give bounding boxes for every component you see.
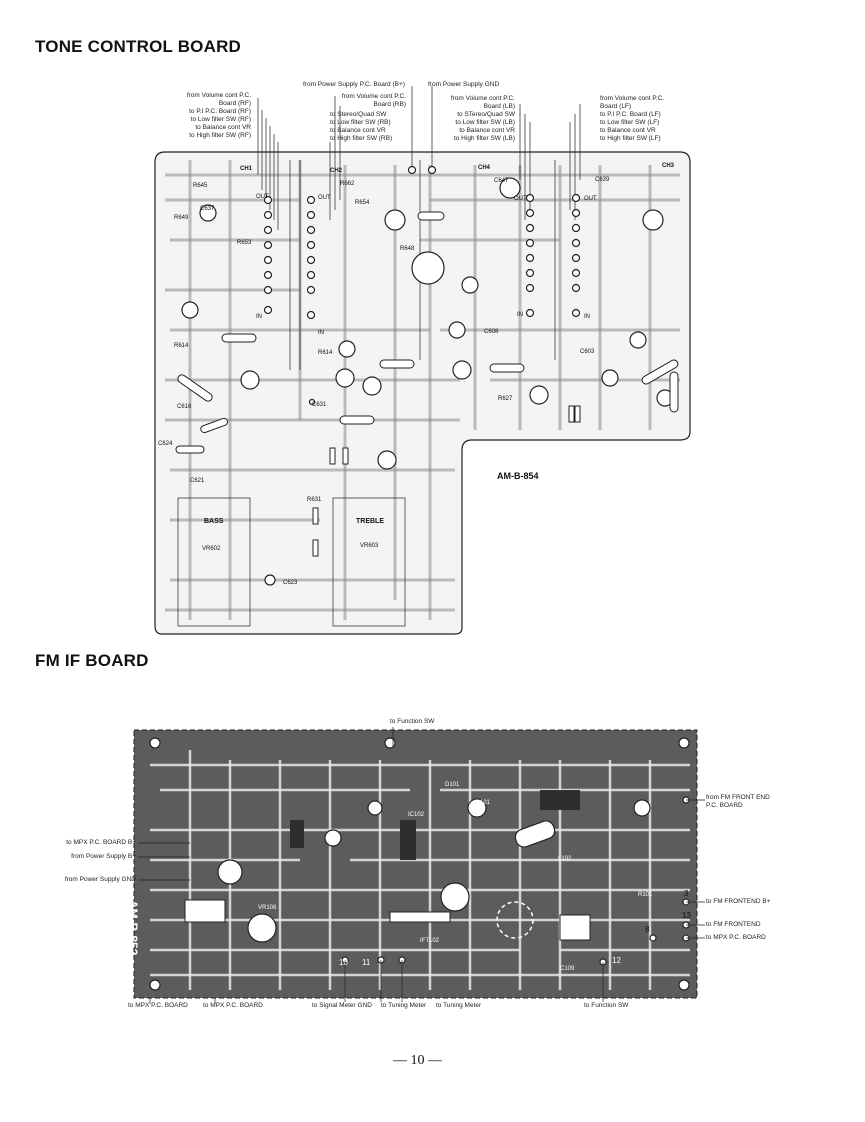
treble-label: TREBLE	[356, 518, 384, 525]
fm-bottom-label: to Tuning Meter	[381, 1002, 427, 1009]
io-label-in: IN	[256, 314, 262, 320]
fm-left-label-gnd: from Power Supply GND	[64, 876, 136, 883]
fm-right-label-frontend-b: to FM FRONTEND B+	[706, 898, 771, 905]
pin-number: 12	[612, 956, 621, 965]
channel-label-ch1: CH1	[240, 166, 253, 172]
fm-right-label-frontend: from FM FRONT END P.C. BOARD	[706, 794, 770, 809]
fm-left-label-power-b: from Power Supply B+	[71, 853, 136, 860]
io-label-out: OUT	[584, 196, 597, 202]
fm-top-label: to Function SW	[390, 718, 435, 725]
fm-component-label: L102	[558, 856, 572, 862]
component-label: R654	[355, 200, 370, 206]
io-label-out: OUT	[256, 194, 269, 200]
fm-bottom-label: to Function SW	[584, 1002, 629, 1009]
component-label: R649	[174, 215, 189, 221]
page-number: — 10 —	[393, 1053, 442, 1068]
fm-component-label: IC102	[408, 812, 425, 818]
tone-board-code: AM-B-854	[497, 471, 539, 481]
tone-board-heading: TONE CONTROL BOARD	[35, 37, 242, 56]
tone-labels-center-left-list: to Stereo/Quad SW to Low filter SW (RB) to Balance cont VR to High filter SW (RB)	[330, 111, 393, 142]
component-label: C624	[158, 441, 173, 447]
fm-bottom-label: to MPX P.C. BOARD	[128, 1002, 188, 1009]
component-label: R614	[174, 343, 189, 349]
component-label: R645	[193, 183, 208, 189]
fm-left-label-mpx: to MPX P.C. BOARD B+	[66, 839, 136, 846]
fm-bottom-label: to Tuning Meter	[436, 1002, 482, 1009]
tone-labels-center-left: from Volume cont P.C. Board (RB)	[341, 93, 406, 108]
bass-ref: VR602	[202, 546, 221, 552]
fm-right-label-mpx: to MPX P.C. BOARD	[706, 934, 766, 941]
component-label: R648	[400, 246, 415, 252]
component-label: C631	[312, 402, 327, 408]
channel-label-ch4: CH4	[478, 165, 491, 171]
pin-number: 3	[684, 889, 689, 898]
fm-bottom-label: to MPX P.C. BOARD	[203, 1002, 263, 1009]
component-label: C616	[177, 404, 192, 410]
channel-label-ch2: CH2	[330, 168, 343, 174]
fm-bottom-label: to Signal Meter GND	[312, 1002, 372, 1009]
pin-number: 10	[339, 958, 348, 967]
vr108-pot	[248, 914, 276, 942]
io-label-in: IN	[517, 312, 523, 318]
tone-gnd-label: from Power Supply GND	[428, 81, 500, 88]
component-label: R614	[318, 350, 333, 356]
fm-board-heading: FM IF BOARD	[35, 651, 149, 670]
io-label-out: OUT	[318, 195, 331, 201]
component-label: C621	[190, 478, 205, 484]
tone-labels-center-right: from Volume cont P.C. Board (LB) to STereo/Quad SW to Low filter SW (LB) to Balance cont VR to High filter SW (LB)	[450, 95, 515, 142]
fm-component-label: C109	[560, 966, 575, 972]
fm-component-label: D101	[445, 782, 460, 788]
component-label: R631	[307, 497, 322, 503]
fm-component-label: IFT102	[420, 938, 440, 944]
bass-label: BASS	[204, 518, 224, 525]
component-label: R653	[237, 240, 252, 246]
pin-number: 13	[682, 911, 691, 920]
tone-power-label: from Power Supply P.C. Board (B+)	[303, 81, 405, 88]
component-label: C637	[200, 206, 215, 212]
component-label: C639	[595, 177, 610, 183]
channel-label-ch3: CH3	[662, 163, 675, 169]
fm-board-code: AM-B-852	[126, 900, 140, 956]
component-label: R627	[498, 396, 513, 402]
fm-component-label: R101	[638, 892, 653, 898]
pin-number: 11	[362, 958, 371, 967]
component-label: R662	[340, 181, 355, 187]
io-label-in: IN	[318, 330, 324, 336]
fm-component-label: VR108	[258, 905, 277, 911]
fm-component-label: IC101	[474, 800, 491, 806]
io-label-in: IN	[584, 314, 590, 320]
tone-labels-left: from Volume cont P.C. Board (RF) to P.I P.C. Board (RF) to Low filter SW (RF) to Balance cont VR to High filter SW (RF)	[186, 92, 251, 139]
tone-labels-right: from Volume cont P.C. Board (LF) to P.I P.C. Board (LF) to Low filter SW (LF) to Balance cont VR to High filter SW (LF)	[600, 95, 665, 142]
component-label: C647	[494, 178, 509, 184]
component-label: C608	[484, 329, 499, 335]
io-label-out: OUT	[514, 196, 527, 202]
pin-number: 8	[645, 925, 650, 934]
treble-ref: VR603	[360, 543, 379, 549]
component-label: C623	[283, 580, 298, 586]
component-label: C603	[580, 349, 595, 355]
fm-right-label-frontend-2: to FM FRONTEND	[706, 921, 761, 928]
